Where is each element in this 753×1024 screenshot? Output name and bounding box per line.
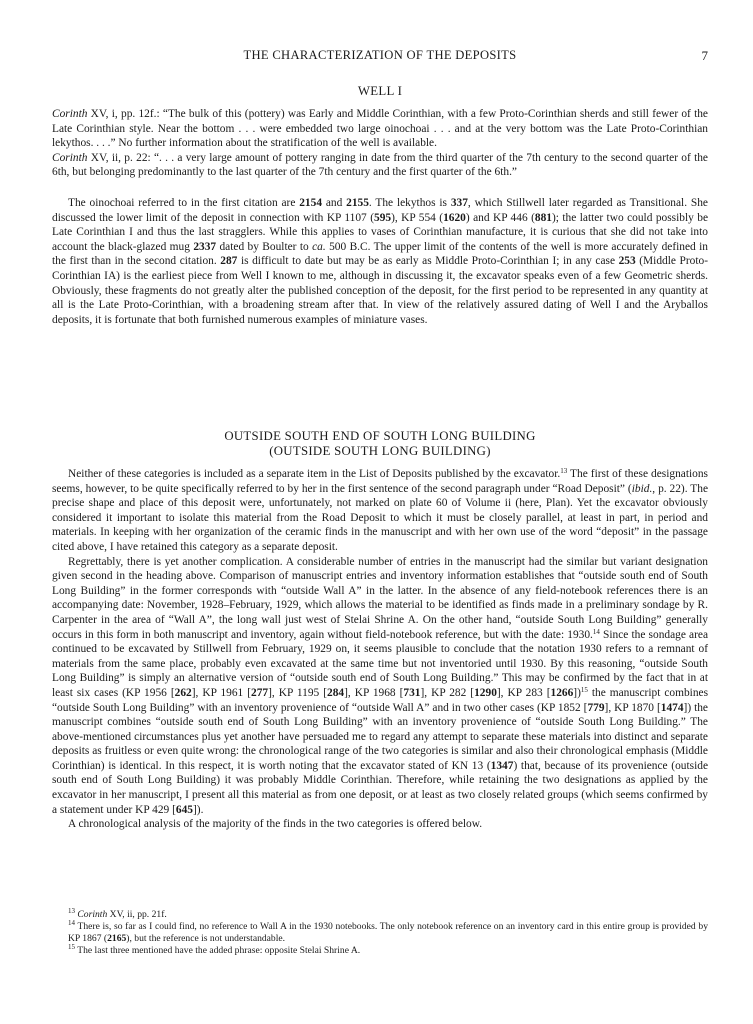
- running-head: [52, 48, 708, 68]
- footnote-ref-14: 14: [592, 627, 600, 636]
- citation-2-text: XV, ii, p. 22: “. . . a very large amount of pottery ranging in date from the third quarter of the 7th century to the second quarter of the 6th, but belonging predominantly to the last quarter of the 7th century and the first quarter of the 6th.”: [52, 151, 708, 179]
- outside-paragraphs: [52, 467, 708, 832]
- footnote-ref-15: 15: [580, 685, 588, 694]
- footnote-14: $^{14}$ There is, so far as I could find, no reference to Wall A in the 1930 notebooks. The only notebook reference on an inventory card in this entire group is provided by KP 1867 (2165), but the reference is not understandable.: [68, 919, 708, 944]
- section-heading-line-2: (OUTSIDE SOUTH LONG BUILDING): [269, 444, 491, 458]
- section-heading-outside: [52, 429, 708, 459]
- outside-paragraph-1: Neither of these categories is included as a separate item in the List of Deposits published by the excavator.$^{13}$ The first of these designations seems, however, to be quite specifically referred to by her in the first sentence of the second paragraph under “Road Deposit” (ibid., p. 22). The precise shape and place of this deposit were, unfortunately, not marked on plate 60 of Volume ii (here, Plan). Yet the excavator obviously considered it important to isolate this material from the Road Deposit to which it must be closely parallel, at least in part, in period and materials. In keeping with her organization of the ceramic finds in the manuscript and with her own use of the word “deposit” in the passage cited above, I have retained this category as a separate deposit.: [52, 467, 709, 553]
- section-heading-well: WELL I: [357, 84, 403, 98]
- well-citations: [52, 107, 708, 180]
- outside-paragraph-3: A chronological analysis of the majority of the finds in the two categories is offered below.: [68, 818, 483, 831]
- footnotes: [52, 909, 708, 957]
- footnote-15: $^{15}$ The last three mentioned have the added phrase: opposite Stelai Shrine A.: [68, 943, 361, 956]
- well-paragraph: [52, 196, 708, 327]
- footnote-ref-13: 13: [560, 467, 568, 475]
- running-title: THE CHARACTERIZATION OF THE DEPOSITS: [243, 48, 517, 62]
- citation-1-text: XV, i, pp. 12f.: “The bulk of this (pottery) was Early and Middle Corinthian, with a few Proto-Corinthian sherds and still fewer of the Late Corinthian style. Near the bottom . . . were embedded two large oinochoai . . . and at the very bottom was the Late Proto-Corinthian lekythos. . . .” No further information about the stratification of the well is available.: [52, 108, 708, 150]
- citation-1: [52, 107, 708, 151]
- well-paragraph-1: The oinochoai referred to in the first citation are 2154 and 2155. The lekythos is 337, which Stillwell later regarded as Transitional. She discussed the lower limit of the deposit in connection with KP 1107 (595), KP 554 (1620) and KP 446 (881); the latter two could possibly be Late Corinthian I and thus the last stragglers. While this applies to vases of Corinthian manufacture, it is curious that she did not take into account the black-glazed mug 2337 dated by Boulter to ca. 500 B.C. The upper limit of the contents of the well is more accurately defined in the first than in the second citation. 287 is difficult to date but may be as early as Middle Proto-Corinthian I; in any case 253 (Middle Proto-Corinthian IA) is the earliest piece from Well I known to me, although in discussing it, the excavator speaks even of a few Geometric sherds. Obviously, these fragments do not greatly alter the published conception of the deposit, for the first period to be represented in any quantity at all is the Late Proto-Corinthian, with a broadening stream after that. In view of the relatively assured dating of Well I and the Aryballos deposits, it is fortunate that both furnished numerous examples of miniature vases.: [52, 197, 708, 326]
- section-heading-line-1: OUTSIDE SOUTH END OF SOUTH LONG BUILDING: [224, 429, 536, 443]
- citation-2-ref: Corinth: [52, 151, 88, 164]
- citation-1-ref: Corinth: [52, 108, 88, 120]
- footnote-13: $^{13}$ Corinth XV, ii, pp. 21f.: [68, 907, 167, 920]
- outside-paragraph-2: Regrettably, there is yet another complication. A considerable number of entries in the manuscript had the similar but variant designation given second in the heading above. Comparison of manuscript entries and inventory information establishes that “outside south end of South Long Building” in the former corresponds with “outside Wall A” in the latter. In the absence of any field-notebook references there is an accompanying date: November, 1928–February, 1929, which allows the material to be identified as finds made in a preliminary sondage by R. Carpenter in the area of “Wall A”, the long wall just west of Stelai Shrine A. On the other hand, “outside South Long Building” generally occurs in this form in both manuscript and inventory, again without field-notebook reference, but with the date: 1930.14 Since the sondage area continued to be excavated by Stillwell from February, 1929 on, it seems plausible to conclude that the notation 1930 refers to a remnant of materials from the same place, probably even excavated at the same time but not inventoried until 1930. By this reasoning, “outside South Long Building” is simply an alternative version of “outside south end of South Long Building.” This may be confirmed by the fact that in at least six cases (KP 1956 [262], KP 1961 [277], KP 1195 [284], KP 1968 [731], KP 282 [1290], KP 283 [1266])$^{15}$ the manuscript combines “outside South Long Building” with an inventory provenience of “outside Wall A” and in two other cases (KP 1852 [779], KP 1870 [1474]) the manuscript combines “outside south end of South Long Building” with an inventory provenience of “outside South Long Building.” The above-mentioned circumstances plus yet another have persuaded me to regard any attempt to separate these materials into distinct and separate deposits as fruitless or even quite wrong: the chronological range of the two categories is similar and also their chronological emphasis (Middle Corinthian) is identical. In this respect, it is worth noting that the excavator stated of KN 13 (1347) that, because of its provenience (outside south end of South Long Building) it was probably Middle Corinthian. Therefore, while retaining the two designations as applied by the excavator in her manuscript, I present all this material as from one deposit, or at least as two closely related groups (which seems confirmed by a statement under KP 429 [645]).: [52, 555, 709, 816]
- citation-2: [52, 151, 708, 180]
- page-number: 7: [701, 48, 708, 63]
